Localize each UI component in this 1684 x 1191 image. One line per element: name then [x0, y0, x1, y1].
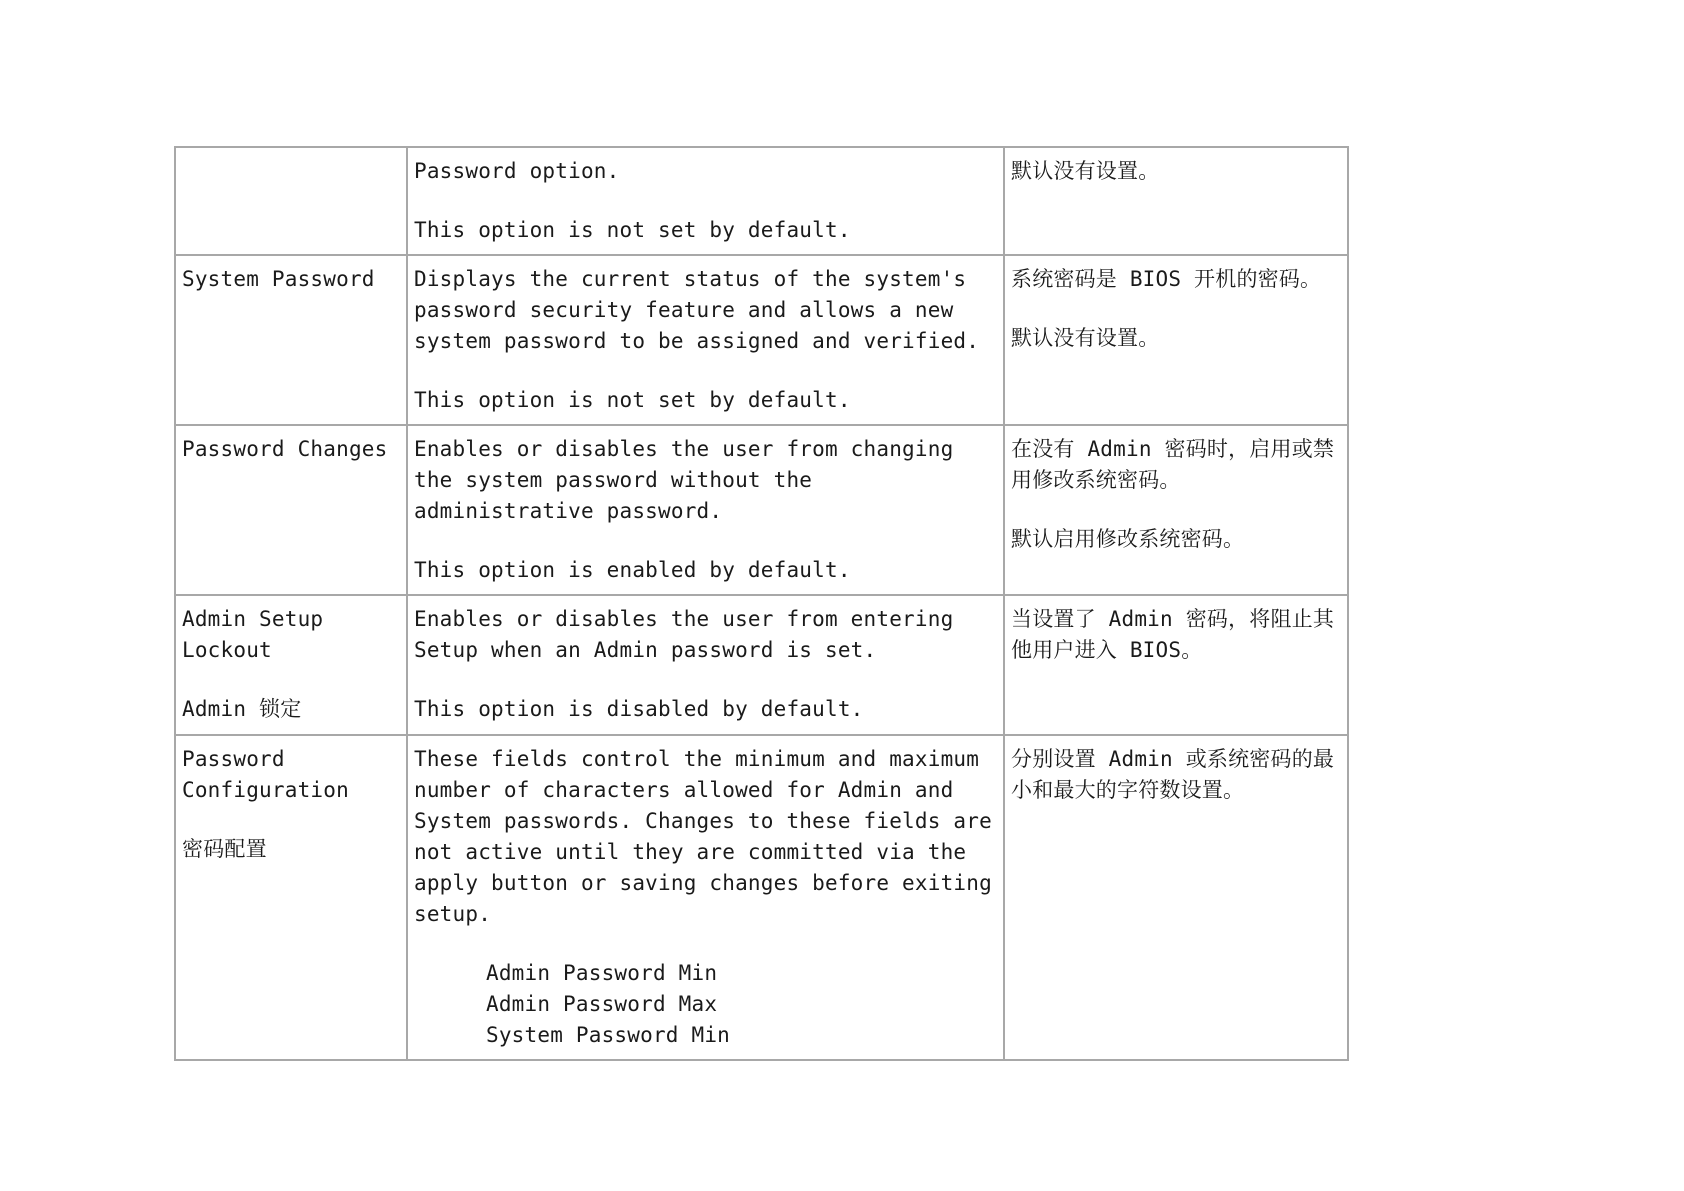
setting-name-cell [175, 595, 407, 735]
setting-name-cell [175, 147, 407, 255]
chinese-text: 在没有 Admin 密码时，启用或禁用修改系统密码。 [1011, 437, 1335, 492]
chinese-note-cell [1004, 735, 1348, 1060]
default-note: This option is not set by default. [414, 388, 851, 412]
chinese-default-note: 默认没有设置。 [1011, 326, 1160, 350]
field-list-item: Admin Password Min [486, 961, 718, 985]
description-cell [407, 255, 1004, 425]
setting-name: Password Configuration [182, 747, 349, 802]
table-row [175, 425, 1348, 595]
setting-name-cell [175, 255, 407, 425]
table-row [175, 595, 1348, 735]
setting-name-cell [175, 735, 407, 1060]
chinese-note-cell [1004, 255, 1348, 425]
chinese-text: 系统密码是 BIOS 开机的密码。 [1011, 267, 1322, 291]
chinese-note-cell [1004, 425, 1348, 595]
setting-name-chinese: 密码配置 [182, 837, 267, 861]
chinese-note-cell [1004, 147, 1348, 255]
description-text: These fields control the minimum and maximum number of characters allowed for Admin and System passwords. Changes to these fields are not active until they are committed via the apply button or saving changes before exiting setup. [414, 747, 992, 926]
chinese-note-cell [1004, 595, 1348, 735]
field-list-item: Admin Password Max [486, 992, 718, 1016]
settings-table [174, 146, 1349, 1061]
setting-name: System Password [182, 267, 375, 291]
setting-name: Password Changes [182, 437, 388, 461]
description-text: Enables or disables the user from changing the system password without the administrative password. [414, 437, 954, 523]
default-note: This option is not set by default. [414, 218, 851, 242]
field-list-item: System Password Min [486, 1023, 731, 1047]
setting-name-cell [175, 425, 407, 595]
description-cell [407, 425, 1004, 595]
description-text: Enables or disables the user from entering Setup when an Admin password is set. [414, 607, 954, 662]
default-note: This option is enabled by default. [414, 558, 851, 582]
setting-name: Admin Setup Lockout [182, 607, 324, 662]
description-text: Displays the current status of the system's password security feature and allows a new system password to be assigned and verified. [414, 267, 980, 353]
chinese-default-note: 默认启用修改系统密码。 [1011, 527, 1245, 551]
description-text: Password option. [414, 159, 620, 183]
description-cell [407, 595, 1004, 735]
chinese-text: 分别设置 Admin 或系统密码的最小和最大的字符数设置。 [1011, 747, 1335, 802]
setting-name-chinese: Admin 锁定 [182, 697, 302, 721]
table-row [175, 255, 1348, 425]
description-cell [407, 147, 1004, 255]
description-cell [407, 735, 1004, 1060]
default-note: This option is disabled by default. [414, 697, 864, 721]
chinese-text: 默认没有设置。 [1011, 159, 1160, 183]
chinese-text: 当设置了 Admin 密码，将阻止其他用户进入 BIOS。 [1011, 607, 1335, 662]
table-row [175, 147, 1348, 255]
table-row [175, 735, 1348, 1060]
